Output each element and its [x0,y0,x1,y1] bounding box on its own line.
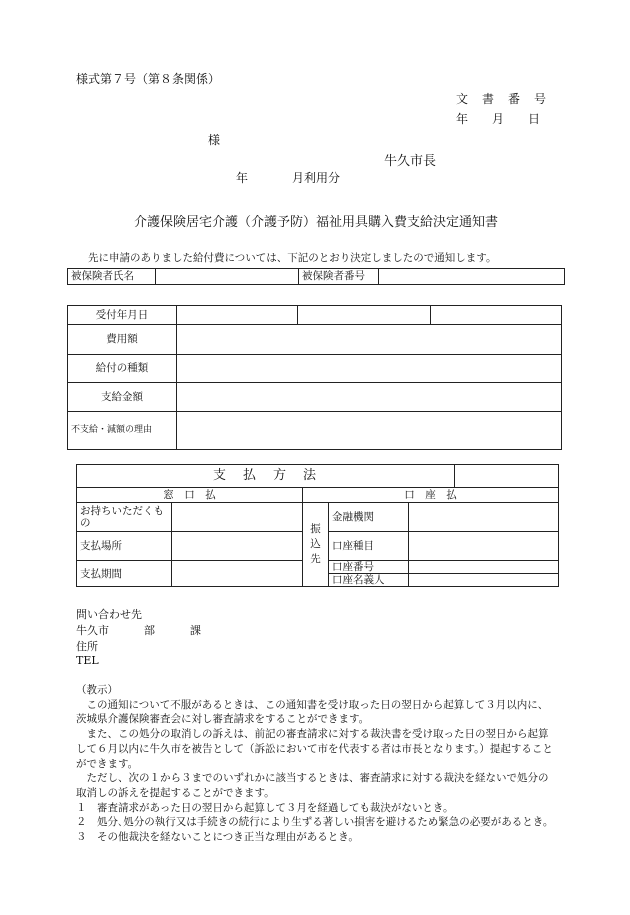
insured-name-label: 被保険者氏名 [68,269,156,285]
payment-period-label: 支払期間 [77,561,172,587]
payment-amount-label: 支給金額 [68,383,177,412]
insured-number-value [379,269,565,285]
contact-section: 課 [190,624,201,637]
contact-city: 牛久市 [76,624,109,637]
notes-item-2: ２ 処分､処分の執行又は手続きの続行により生ずる著しい損害を避けるため緊急の必要があるとき。 [76,816,554,829]
issuer-name: 牛久市長 [384,154,437,169]
contact-tel-label: TEL [76,654,99,667]
notes-paragraph-1: この通知について不服があるときは、この通知書を受け取った日の翌日から起算して３月以内に、茨城県介護保険審査会に対し審査請求をすることができます。 [76,698,549,726]
transfer-destination-label: 振 込 先 [303,503,329,587]
non-payment-reason-label: 不支給・減額の理由 [68,412,177,450]
payment-method-table [76,464,559,587]
intro-text: 先に申請のありました給付費については、下記のとおり決定しましたので通知します。 [88,252,497,264]
form-number: 様式第７号（第８条関係） [76,72,221,86]
expense-amount-label: 費用額 [68,325,177,355]
bank-label: 金融機関 [329,503,409,532]
account-number-label: 口座番号 [329,561,409,574]
payment-place-label: 支払場所 [77,532,172,561]
payment-method-title: 支 払 方 法 [77,465,455,488]
addressee-suffix: 様 [208,133,221,147]
account-payment-label: 口 座 払 [303,488,559,503]
items-to-bring-label: お持ちいただくもの [77,503,172,532]
benefit-details-table [67,305,562,450]
document-number-label: 文 書 番 号 [456,92,548,106]
notes-item-3: ３ その他裁決を経ないことにつき正当な理由があるとき。 [76,831,359,844]
window-payment-label: 窓 口 払 [77,488,303,503]
account-type-label: 口座種目 [329,532,409,561]
insured-number-label: 被保険者番号 [299,269,379,285]
document-title: 介護保険居宅介護（介護予防）福祉用具購入費支給決定通知書 [134,215,499,230]
notes-heading: （教示） [76,684,118,696]
notes-item-1: １ 審査請求があった日の翌日から起算して３月を経過しても裁決がないとき。 [76,801,454,814]
contact-department: 部 [144,624,155,637]
usage-year-label: 年 [236,171,249,185]
benefit-type-label: 給付の種類 [68,355,177,383]
usage-month-label: 月利用分 [292,171,341,185]
appeal-instructions [76,683,558,845]
insured-info-table [67,268,565,285]
notes-paragraph-2: また、この処分の取消しの訴えは、前記の審査請求に対する裁決書を受け取った日の翌日から起算して６月以内に牛久市を被告として（訴訟において市を代表する者は市長となります。）提起することができます。 [76,728,553,770]
reception-date-label: 受付年月日 [68,306,177,325]
issue-date-line: 年 月 日 [456,112,541,126]
notes-paragraph-3: ただし、次の１から３までのいずれかに該当するときは、審査請求に対する裁決を経ないで処分の取消しの訴えを提起することができます。 [76,772,549,799]
insured-name-value [156,269,299,285]
contact-address-label: 住所 [76,640,98,653]
account-holder-label: 口座名義人 [329,574,409,587]
contact-label: 問い合わせ先 [76,608,142,621]
